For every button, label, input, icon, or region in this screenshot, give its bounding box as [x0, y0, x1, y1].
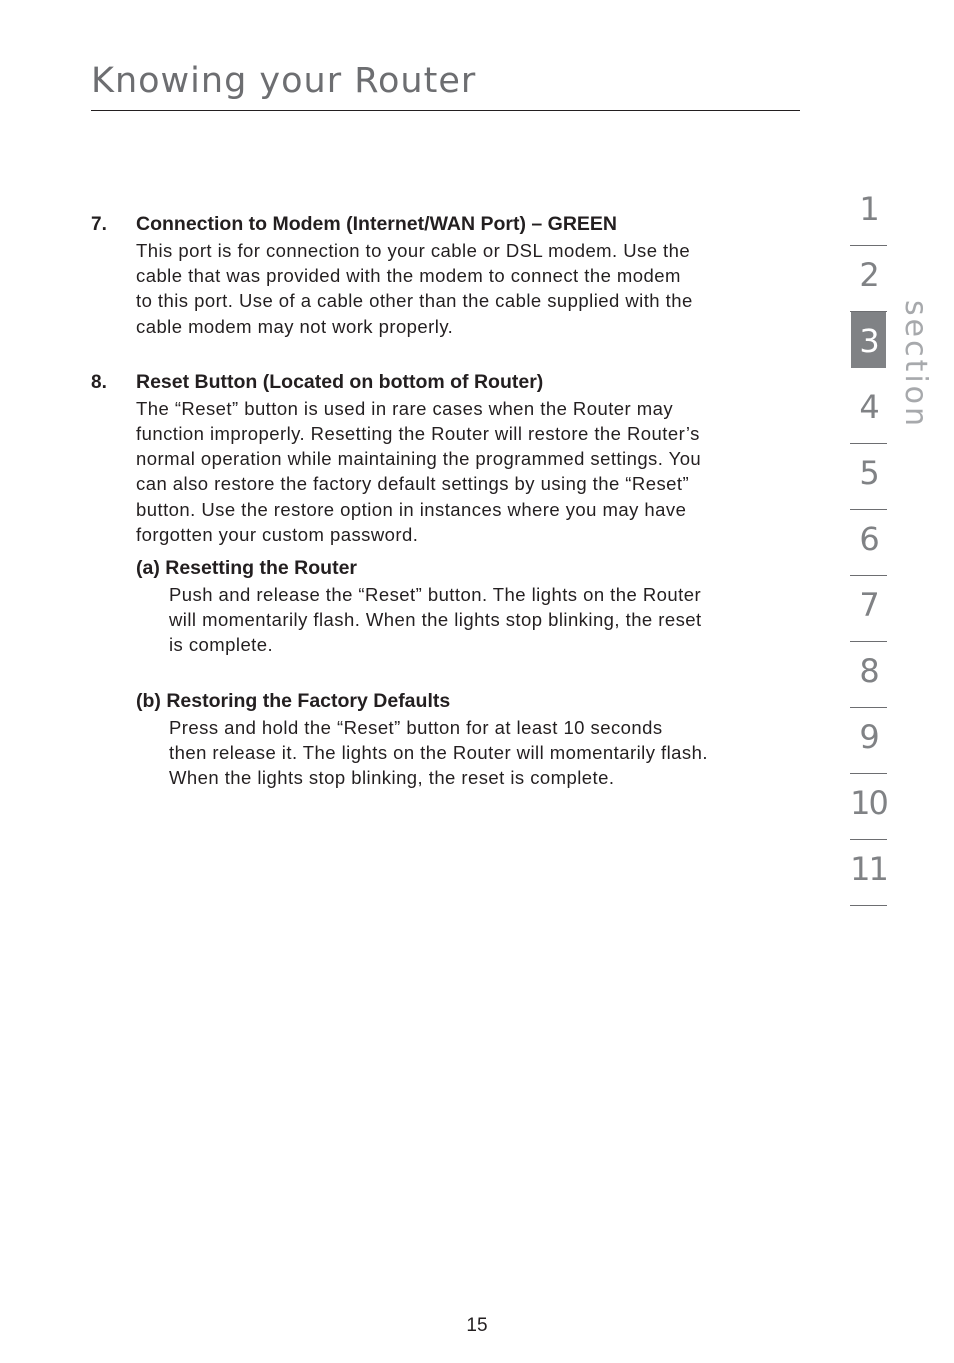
section-tab-1[interactable]: 1 — [850, 180, 887, 246]
item-heading: Reset Button (Located on bottom of Router) — [136, 370, 544, 393]
subsection-resetting — [136, 555, 803, 658]
section-tab-6[interactable]: 6 — [850, 510, 887, 576]
item-number: 8. — [91, 371, 107, 393]
page-number: 15 — [466, 1315, 488, 1336]
item-body-line: cable modem may not work properly. — [136, 315, 454, 337]
item-modem-port — [91, 211, 803, 339]
title-rule — [91, 110, 800, 111]
item-heading: Connection to Modem (Internet/WAN Port) – GREEN — [136, 213, 617, 235]
section-tab-10[interactable]: 10 — [850, 774, 887, 840]
section-tab-7[interactable]: 7 — [850, 576, 887, 642]
section-tab-9[interactable]: 9 — [850, 708, 887, 774]
subsection-body-line: Press and hold the “Reset” button for at least 10 seconds — [169, 716, 663, 738]
page-title: Knowing your Router — [91, 61, 477, 101]
section-tab-11[interactable]: 11 — [850, 840, 887, 906]
item-number: 7. — [91, 214, 107, 235]
subsection-heading: (b) Restoring the Factory Defaults — [136, 689, 451, 712]
subsection-body-line: is complete. — [169, 634, 274, 656]
subsection-body-line: then release it. The lights on the Router will momentarily flash. — [169, 741, 708, 763]
item-body-line: button. Use the restore option in instances where you may have — [136, 498, 687, 520]
item-body-line: to this port. Use of a cable other than the cable supplied with the — [136, 290, 693, 312]
subsection-body-line: When the lights stop blinking, the reset is complete. — [169, 767, 615, 789]
item-body-line: normal operation while maintaining the programmed settings. You — [136, 448, 702, 470]
section-tab-3-active[interactable]: 3 — [850, 312, 887, 378]
subsection-factory-defaults — [136, 688, 803, 791]
subsection-body-line: will momentarily flash. When the lights stop blinking, the reset — [169, 609, 702, 631]
item-body-line: The “Reset” button is used in rare cases when the Router may — [136, 397, 674, 419]
main-content — [91, 211, 803, 790]
item-body-line: can also restore the factory default settings by using the “Reset” — [136, 473, 690, 495]
section-tab-2[interactable]: 2 — [850, 246, 887, 312]
item-body-line: forgotten your custom password. — [136, 523, 419, 545]
item-reset-button — [91, 369, 803, 790]
item-body-line: function improperly. Resetting the Router will restore the Router’s — [136, 423, 700, 445]
item-body-line: This port is for connection to your cable or DSL modem. Use the — [136, 240, 691, 261]
section-tab-5[interactable]: 5 — [850, 444, 887, 510]
item-body-line: cable that was provided with the modem to connect the modem — [136, 265, 681, 287]
section-tab-4[interactable]: 4 — [850, 378, 887, 444]
section-tab-8[interactable]: 8 — [850, 642, 887, 708]
section-index — [850, 180, 887, 906]
section-label: section — [898, 300, 933, 430]
subsection-heading: (a) Resetting the Router — [136, 557, 358, 580]
subsection-body-line: Push and release the “Reset” button. The lights on the Router — [169, 584, 702, 606]
